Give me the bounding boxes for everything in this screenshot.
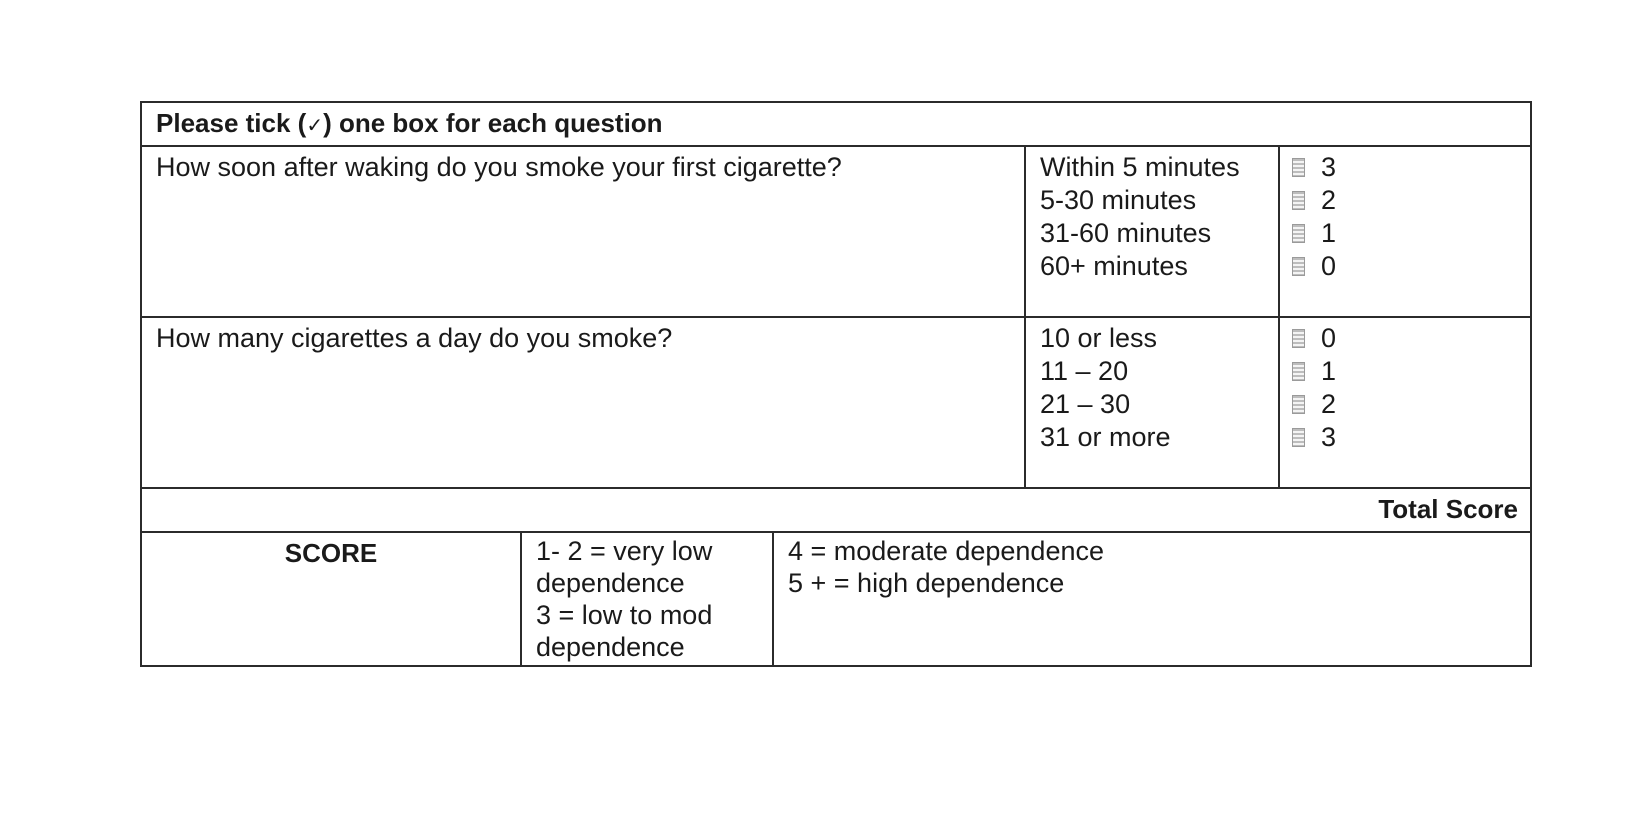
score-option[interactable]	[1292, 388, 1520, 421]
score-option[interactable]	[1292, 355, 1520, 388]
question-1-options	[1025, 146, 1279, 317]
score-range-high	[773, 532, 1531, 666]
smoking-dependence-form	[140, 101, 1532, 667]
option-label: 5-30 minutes	[1040, 185, 1197, 215]
score-range-2: 3 = low to mod dependence	[536, 600, 713, 662]
score-value: 3	[1321, 152, 1337, 182]
score-range-3: 4 = moderate dependence	[788, 536, 1104, 566]
score-value: 0	[1321, 323, 1337, 353]
checkbox-icon[interactable]	[1292, 395, 1305, 414]
score-value: 1	[1321, 356, 1337, 386]
score-option[interactable]	[1292, 151, 1520, 184]
option-label: Within 5 minutes	[1040, 152, 1240, 182]
score-value: 1	[1321, 218, 1337, 248]
instruction-cell	[141, 102, 1531, 146]
option-label: 11 – 20	[1040, 356, 1129, 386]
question-2-scores	[1279, 317, 1531, 488]
checkbox-icon[interactable]	[1292, 191, 1305, 210]
option-label: 21 – 30	[1040, 389, 1131, 419]
checkbox-icon[interactable]	[1292, 428, 1305, 447]
instruction-prefix: Please tick (	[156, 108, 307, 138]
question-text-cell	[141, 317, 1025, 488]
score-value: 2	[1321, 185, 1337, 215]
option-label: 31-60 minutes	[1040, 218, 1212, 248]
score-option[interactable]	[1292, 184, 1520, 217]
score-value: 2	[1321, 389, 1337, 419]
question-row-2	[141, 317, 1531, 488]
score-option[interactable]	[1292, 421, 1520, 454]
total-score-label: Total Score	[141, 488, 1531, 532]
instruction-suffix: ) one box for each question	[323, 108, 663, 138]
checkbox-icon[interactable]	[1292, 158, 1305, 177]
score-value: 0	[1321, 251, 1337, 281]
tick-icon: ✓	[306, 115, 324, 137]
score-range-4: 5 + = high dependence	[788, 568, 1065, 598]
question-row-1	[141, 146, 1531, 317]
checkbox-icon[interactable]	[1292, 224, 1305, 243]
option-label: 31 or more	[1040, 422, 1171, 452]
question-2-options	[1025, 317, 1279, 488]
question-2-text: How many cigarettes a day do you smoke?	[156, 323, 673, 353]
score-range-1: 1- 2 = very low dependence	[536, 536, 713, 598]
score-value: 3	[1321, 422, 1337, 452]
score-legend-row	[141, 532, 1531, 666]
score-option[interactable]	[1292, 322, 1520, 355]
score-option[interactable]	[1292, 217, 1520, 250]
score-legend-label: SCORE	[141, 532, 521, 666]
checkbox-icon[interactable]	[1292, 362, 1305, 381]
question-1-text: How soon after waking do you smoke your first cigarette?	[156, 152, 842, 182]
checkbox-icon[interactable]	[1292, 257, 1305, 276]
option-label: 60+ minutes	[1040, 251, 1188, 281]
instruction-row	[141, 102, 1531, 146]
checkbox-icon[interactable]	[1292, 329, 1305, 348]
total-score-row	[141, 488, 1531, 532]
question-text-cell	[141, 146, 1025, 317]
score-option[interactable]	[1292, 250, 1520, 283]
option-label: 10 or less	[1040, 323, 1158, 353]
score-range-low	[521, 532, 773, 666]
question-1-scores	[1279, 146, 1531, 317]
